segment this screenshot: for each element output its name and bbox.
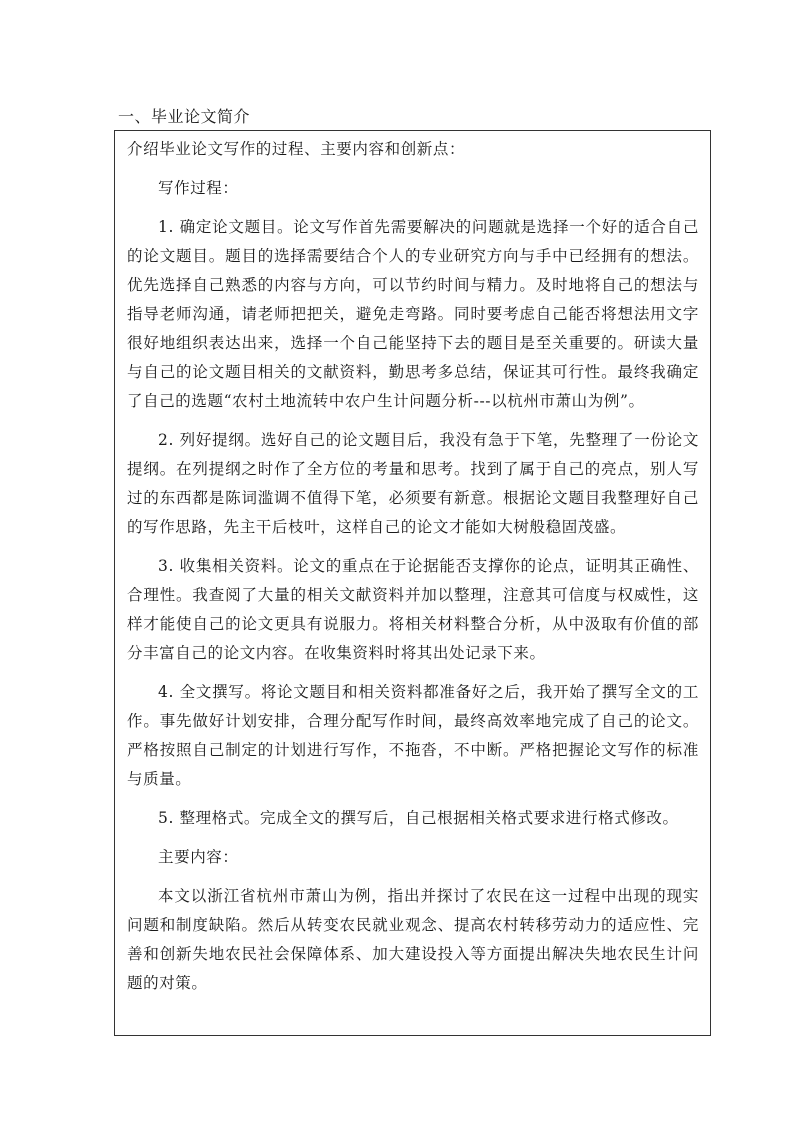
step-4-paragraph: 4. 全文撰写。将论文题目和相关资料都准备好之后，我开始了撰写全文的工作。事先做好计划安排，合理分配写作时间，最终高效率地完成了自己的论文。严格按照自己制定的计划进行写作，不拖沓，不中断。严格把握论文写作的标准与质量。 [127,683,699,788]
writing-process-label: 写作过程： [158,179,239,197]
section-heading: 一、毕业论文简介 [118,107,251,126]
main-content-paragraph: 本文以浙江省杭州市萧山为例，指出并探讨了农民在这一过程中出现的现实问题和制度缺陷。然后从转变农民就业观念、提高农村转移劳动力的适应性、完善和创新失地农民社会保障体系、加大建设投入等方面提出解决失地农民生计问题的对策。 [127,887,699,992]
thesis-summary-content [127,135,699,998]
thesis-summary-box [114,130,711,1036]
intro-text: 介绍毕业论文写作的过程、主要内容和创新点： [127,140,466,158]
step-5-paragraph: 5. 整理格式。完成全文的撰写后，自己根据相关格式要求进行格式修改。 [158,809,679,827]
main-content-label: 主要内容： [158,848,239,866]
step-2-paragraph: 2. 列好提纲。选好自己的论文题目后，我没有急于下笔，先整理了一份论文提纲。在列提纲之时作了全方位的考量和思考。找到了属于自己的亮点，别人写过的东西都是陈词滥调不值得下笔，必须要有新意。根据论文题目我整理好自己的写作思路，先主干后枝叶，这样自己的论文才能如大树般稳固茂盛。 [127,431,699,536]
step-1-paragraph: 1. 确定论文题目。论文写作首先需要解决的问题就是选择一个好的适合自己的论文题目。题目的选择需要结合个人的专业研究方向与手中已经拥有的想法。优先选择自己熟悉的内容与方向，可以节约时间与精力。及时地将自己的想法与指导老师沟通，请老师把把关，避免走弯路。同时要考虑自己能否将想法用文字很好地组织表达出来，选择一个自己能坚持下去的题目是至关重要的。研读大量与自己的论文题目相关的文献资料，勤思考多总结，保证其可行性。最终我确定了自己的选题“农村土地流转中农户生计问题分析---以杭州市萧山为例”。 [127,218,699,410]
step-3-paragraph: 3. 收集相关资料。论文的重点在于论据能否支撑你的论点，证明其正确性、合理性。我查阅了大量的相关文献资料并加以整理，注意其可信度与权威性，这样才能使自己的论文更具有说服力。将相关材料整合分析，从中汲取有价值的部分丰富自己的论文内容。在收集资料时将其出处记录下来。 [127,557,699,662]
